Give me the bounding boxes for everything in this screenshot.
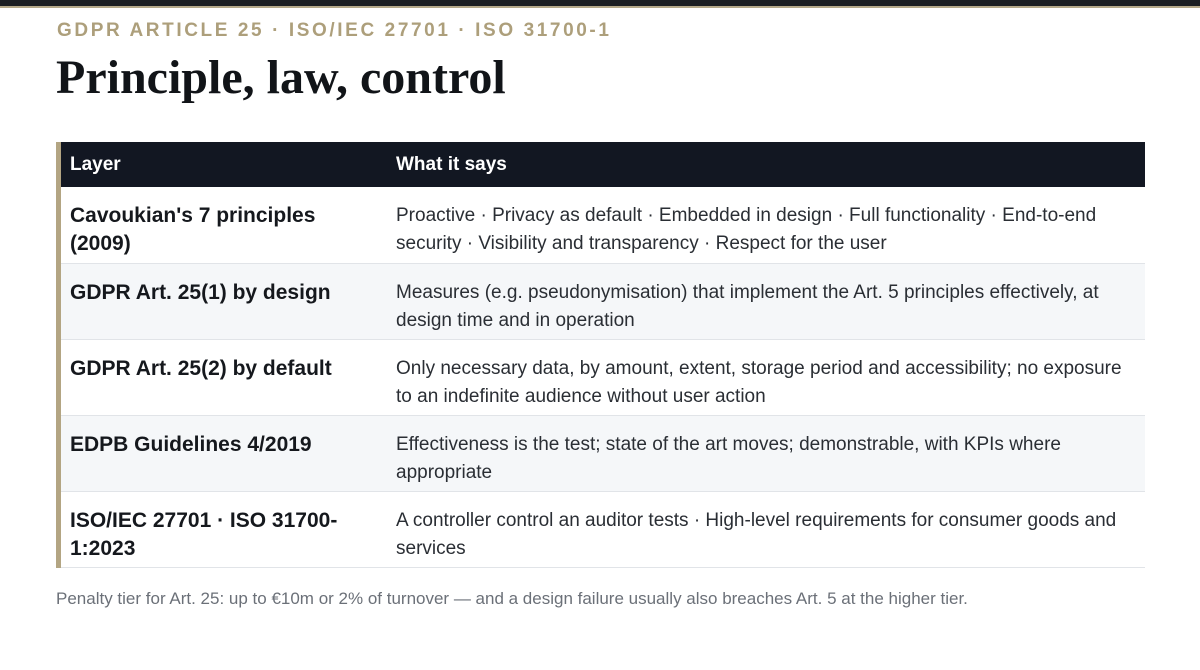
description-cell: Proactive · Privacy as default · Embedded in design · Full functionality · End-to-end security · Visibility and transparency · Respect for the user — [387, 187, 1145, 263]
top-accent-bar — [0, 0, 1200, 8]
page-title: Principle, law, control — [56, 51, 506, 104]
description-cell: Effectiveness is the test; state of the art moves; demonstrable, with KPIs where appropriate — [387, 415, 1145, 491]
table-row — [61, 339, 1145, 415]
table-row — [61, 491, 1145, 567]
description-cell: Only necessary data, by amount, extent, storage period and accessibility; no exposure to an indefinite audience without user action — [387, 339, 1145, 415]
eyebrow-label: GDPR ARTICLE 25 · ISO/IEC 27701 · ISO 31700-1 — [57, 20, 612, 41]
layer-cell: Cavoukian's 7 principles (2009) — [61, 187, 387, 263]
layer-cell: GDPR Art. 25(1) by design — [61, 263, 387, 339]
table-row — [61, 187, 1145, 263]
table-row — [61, 415, 1145, 491]
column-header-layer: Layer — [61, 142, 387, 187]
table-header-row — [61, 142, 1145, 187]
comparison-table — [56, 142, 1145, 568]
footnote: Penalty tier for Art. 25: up to €10m or 2% of turnover — and a design failure usually also breaches Art. 5 at the higher tier. — [56, 589, 968, 608]
layer-cell: ISO/IEC 27701 · ISO 31700-1:2023 — [61, 491, 387, 567]
description-cell: A controller control an auditor tests · High-level requirements for consumer goods and services — [387, 491, 1145, 567]
table-row — [61, 263, 1145, 339]
description-cell: Measures (e.g. pseudonymisation) that implement the Art. 5 principles effectively, at design time and in operation — [387, 263, 1145, 339]
column-header-what-it-says: What it says — [387, 142, 1145, 187]
layer-cell: EDPB Guidelines 4/2019 — [61, 415, 387, 491]
layer-cell: GDPR Art. 25(2) by default — [61, 339, 387, 415]
